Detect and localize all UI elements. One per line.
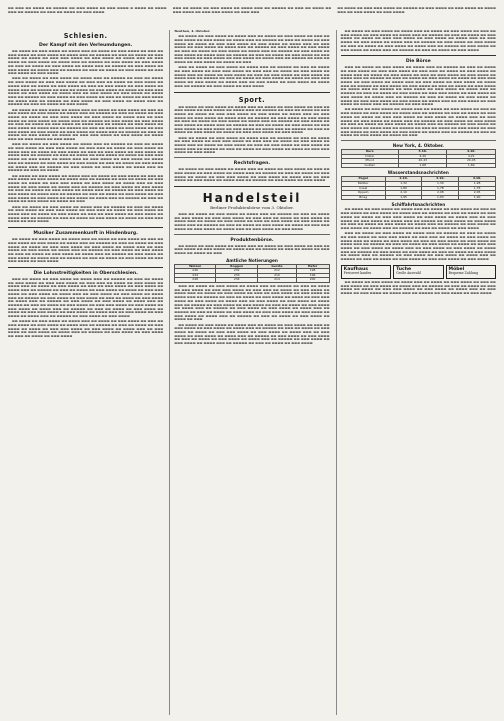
table-caption: Amtliche Notierungen [226, 257, 278, 263]
advertisement [446, 265, 496, 279]
table-cell: Dollar [341, 154, 398, 159]
article-body: ▬▬▬ ▬▬ ▬▬▬▬ ▬▬ ▬▬▬ ▬▬▬▬ ▬▬ ▬▬▬▬ ▬▬▬ ▬▬ ▬▬▬▬▬ ▬▬ ▬▬▬ ▬▬ ▬▬▬▬ ▬▬ ▬▬▬ ▬▬▬▬ ▬▬ ▬▬▬ ▬▬▬ ▬▬▬▬ ▬▬ ▬▬▬ ▬▬▬ ▬▬ ▬▬▬▬ ▬▬ ▬▬▬ ▬▬▬▬ ▬▬ ▬▬▬▬ ▬▬▬ ▬▬ ▬▬▬▬ ▬▬ ▬▬▬ ▬▬▬▬ ▬▬ ▬▬▬ ▬▬ ▬▬▬ ▬▬▬▬ ▬▬ ▬▬▬ ▬▬▬▬ ▬▬ ▬▬▬▬ ▬▬▬ ▬▬ ▬▬▬▬▬ ▬▬ ▬▬▬ ▬▬ ▬▬▬▬ ▬▬ ▬▬▬ ▬▬▬▬ ▬▬ ▬▬▬▬ ▬▬ ▬▬▬ ▬▬▬ ▬▬▬▬ ▬▬ ▬▬▬ ▬▬▬▬ ▬▬ ▬▬▬▬ ▬▬▬ ▬▬ ▬▬▬ ▬▬▬▬ ▬▬ ▬▬▬ ▬▬▬▬ ▬▬ ▬▬▬▬ ▬▬▬ ▬▬ ▬▬▬▬▬ ▬▬ ▬▬▬ ▬▬▬▬ ▬▬ ▬▬▬ ▬▬▬▬ ▬▬ ▬▬▬ ▬▬ ▬▬▬▬ ▬▬ ▬▬▬ ▬▬▬▬ ▬▬ ▬▬▬▬ ▬▬▬ ▬▬ ▬▬▬▬▬ ▬▬ ▬▬▬ ▬▬▬▬ ▬▬ ▬▬▬ ▬▬▬▬ ▬▬ ▬▬▬▬ ▬▬▬ ▬▬ ▬▬▬▬▬ ▬▬ ▬▬▬ ▬▬ ▬▬▬▬ ▬▬ ▬▬▬ ▬▬▬▬ ▬▬ ▬▬▬ ▬▬▬ ▬▬▬▬ ▬▬ ▬▬▬ ▬▬▬▬ ▬▬ ▬▬▬ ▬▬▬▬ ▬▬ ▬▬▬▬ ▬▬▬ ▬▬ ▬▬▬▬▬ ▬▬ ▬▬▬ ▬▬ ▬▬▬▬ ▬▬ ▬▬▬ ▬▬▬▬ ▬▬ ▬▬▬▬ ▬▬ ▬▬▬ ▬▬▬ ▬▬▬▬ ▬▬ ▬▬▬ ▬▬▬▬ ▬▬ ▬▬▬▬ ▬▬▬ ▬▬ ▬▬▬ ▬▬▬▬ ▬▬ ▬▬▬ ▬▬▬▬ ▬▬ ▬▬▬▬ ▬▬▬ ▬▬ ▬▬▬▬▬ ▬▬ ▬▬▬ ▬▬▬▬ [340, 65, 496, 107]
table-header-cell: 2.10. [385, 177, 422, 182]
article-body: ▬▬▬ ▬▬ ▬▬▬▬ ▬▬ ▬▬▬ ▬▬▬▬ ▬▬ ▬▬▬▬ ▬▬▬ ▬▬ ▬▬▬▬▬ ▬▬ ▬▬▬ ▬▬ ▬▬▬▬ ▬▬ ▬▬▬ ▬▬▬▬ ▬▬ ▬▬▬ ▬▬▬ ▬▬▬▬ ▬▬ ▬▬▬ ▬▬▬ ▬▬ ▬▬▬▬ ▬▬ ▬▬▬ ▬▬▬▬ ▬▬ ▬▬▬▬ ▬▬▬ ▬▬ ▬▬▬▬ ▬▬ ▬▬▬ ▬▬▬▬ ▬▬ ▬▬▬ ▬▬ ▬▬▬ ▬▬▬▬ ▬▬ ▬▬▬ ▬▬▬▬ ▬▬ ▬▬▬▬ ▬▬▬ ▬▬ ▬▬▬▬▬ ▬▬ ▬▬▬ ▬▬ ▬▬▬▬ ▬▬ ▬▬▬ ▬▬▬▬ ▬▬ ▬▬▬▬ ▬▬ ▬▬▬ ▬▬▬ ▬▬▬▬ ▬▬ ▬▬▬ ▬▬▬▬ ▬▬ ▬▬▬▬ ▬▬▬ ▬▬ ▬▬▬ ▬▬▬▬ ▬▬ ▬▬▬ ▬▬▬▬ ▬▬ ▬▬▬▬ ▬▬▬ ▬▬ ▬▬▬▬▬ ▬▬ ▬▬▬ ▬▬▬▬ ▬▬ ▬▬▬ ▬▬▬▬ ▬▬ ▬▬▬ ▬▬ ▬▬▬▬ ▬▬ ▬▬▬ ▬▬▬▬ ▬▬ ▬▬▬▬ ▬▬▬ ▬▬ ▬▬▬▬▬ ▬▬ ▬▬▬ ▬▬▬▬ ▬▬ ▬▬▬ ▬▬▬▬ ▬▬ ▬▬▬▬ ▬▬▬ ▬▬ ▬▬▬▬▬ ▬▬ ▬▬▬ ▬▬ ▬▬▬▬ ▬▬ ▬▬▬ ▬▬▬▬ [8, 76, 164, 107]
table-cell: 212 [258, 269, 296, 274]
article-body: ▬▬▬ ▬▬ ▬▬▬▬ ▬▬ ▬▬▬ ▬▬▬▬ ▬▬ ▬▬▬▬ ▬▬▬ ▬▬ ▬▬▬▬▬ ▬▬ ▬▬▬ ▬▬ ▬▬▬▬ ▬▬ ▬▬▬ ▬▬▬▬ ▬▬ ▬▬▬ ▬▬▬ ▬▬▬▬ ▬▬ ▬▬▬ ▬▬▬ ▬▬ ▬▬▬▬ ▬▬ ▬▬▬ ▬▬▬▬ ▬▬ ▬▬▬▬ ▬▬▬ ▬▬ ▬▬▬▬ ▬▬ ▬▬▬ ▬▬▬▬ ▬▬ ▬▬▬ ▬▬ ▬▬▬ ▬▬▬▬ ▬▬ ▬▬▬ ▬▬▬▬ ▬▬ ▬▬▬▬ ▬▬▬ ▬▬ ▬▬▬▬▬ ▬▬ ▬▬▬ ▬▬ ▬▬▬▬ ▬▬ ▬▬▬ ▬▬▬▬ ▬▬ ▬▬▬▬ ▬▬ ▬▬▬ ▬▬▬ ▬▬▬▬ ▬▬ ▬▬▬ ▬▬▬▬ ▬▬ ▬▬▬▬ ▬▬▬ ▬▬ ▬▬▬ ▬▬▬▬ ▬▬ ▬▬▬ ▬▬▬▬ ▬▬ ▬▬▬▬ ▬▬▬ ▬▬ ▬▬▬▬▬ ▬▬ ▬▬▬ ▬▬▬▬ ▬▬ ▬▬▬ ▬▬▬▬ ▬▬ ▬▬▬ ▬▬ ▬▬▬▬ ▬▬ ▬▬▬ ▬▬▬▬ ▬▬ ▬▬▬▬ ▬▬▬ ▬▬ ▬▬▬▬▬ ▬▬ ▬▬▬ ▬▬▬▬ ▬▬ ▬▬▬ ▬▬▬▬ ▬▬ ▬▬▬▬ ▬▬▬ ▬▬ ▬▬▬▬▬ ▬▬ ▬▬▬ ▬▬ ▬▬▬▬ ▬▬ ▬▬▬ ▬▬▬▬ ▬▬ ▬▬▬ ▬▬▬ ▬▬▬▬ ▬▬ ▬▬▬ ▬▬▬▬ [340, 231, 496, 262]
table-row [175, 278, 329, 283]
article-title-boerse: Die Börse [405, 59, 431, 65]
article-body: ▬▬ ▬▬▬▬ ▬▬ ▬▬▬ ▬▬▬▬ ▬▬ ▬▬▬▬ ▬▬▬ ▬▬ ▬▬▬▬ ▬▬ ▬▬▬ ▬▬▬▬ ▬▬ ▬▬▬ ▬▬ ▬▬▬ ▬▬▬▬ ▬▬ ▬▬▬ ▬▬▬▬ ▬▬ ▬▬▬▬ ▬▬▬ ▬▬ ▬▬▬▬▬ ▬▬ ▬▬▬ ▬▬ ▬▬▬▬ ▬▬ ▬▬▬ ▬▬▬▬ ▬▬ ▬▬▬▬ ▬▬ ▬▬▬ ▬▬▬ ▬▬▬▬ ▬▬ ▬▬▬ ▬▬▬▬ ▬▬ ▬▬▬▬ ▬▬▬ ▬▬ ▬▬▬ ▬▬▬▬ ▬▬ ▬▬▬ ▬▬▬▬ ▬▬ ▬▬▬▬ ▬▬▬ ▬▬ ▬▬▬▬▬ ▬▬ ▬▬▬ ▬▬▬▬ ▬▬ ▬▬▬ ▬▬▬▬ ▬▬ ▬▬▬ ▬▬ ▬▬▬▬ ▬▬ ▬▬▬ ▬▬▬▬ ▬▬ ▬▬▬▬ ▬▬▬ ▬▬ ▬▬▬▬▬ ▬▬ ▬▬▬ ▬▬▬▬ ▬▬ ▬▬▬ ▬▬▬▬ ▬▬ ▬▬▬▬ ▬▬▬ ▬▬ ▬▬▬▬▬ ▬▬ ▬▬▬ ▬▬ ▬▬▬▬ ▬▬ ▬▬▬ ▬▬▬▬ ▬▬ ▬▬▬ ▬▬▬ ▬▬▬▬ ▬▬ ▬▬▬ ▬▬▬▬ ▬▬ ▬▬▬ ▬▬▬▬ ▬▬ ▬▬▬▬ ▬▬▬ ▬▬ ▬▬▬▬▬ ▬▬ ▬▬▬ ▬▬ ▬▬▬▬ ▬▬ ▬▬▬ ▬▬▬▬ ▬▬ ▬▬▬▬ ▬▬ ▬▬▬ [174, 34, 330, 65]
table-cell: 1,93 [422, 195, 459, 200]
divider [174, 186, 329, 187]
divider [341, 140, 496, 141]
table-caption-schiffahrt: Schiffahrtsnachrichten [391, 202, 446, 208]
table-row [341, 163, 495, 168]
table-row [341, 195, 495, 200]
table-cell: 200 [296, 278, 329, 283]
article-body: ▬▬ ▬▬▬▬ ▬▬ ▬▬▬ ▬▬▬▬ ▬▬ ▬▬▬▬ ▬▬▬ ▬▬ ▬▬▬▬ ▬▬ ▬▬▬ ▬▬▬▬ ▬▬ ▬▬▬ ▬▬ ▬▬▬ ▬▬▬▬ ▬▬ ▬▬▬ ▬▬▬▬ ▬▬ ▬▬▬▬ ▬▬▬ ▬▬ ▬▬▬▬▬ ▬▬ ▬▬▬ ▬▬ ▬▬▬▬ ▬▬ ▬▬▬ ▬▬▬▬ ▬▬ ▬▬▬▬ ▬▬ ▬▬▬ ▬▬▬ ▬▬▬▬ ▬▬ ▬▬▬ ▬▬▬▬ ▬▬ ▬▬▬▬ ▬▬▬ ▬▬ ▬▬▬ ▬▬▬▬ ▬▬ ▬▬▬ ▬▬▬▬ ▬▬ ▬▬▬▬ ▬▬▬ ▬▬ ▬▬▬▬▬ ▬▬ ▬▬▬ ▬▬▬▬ ▬▬ ▬▬▬ ▬▬▬▬ ▬▬ ▬▬▬ ▬▬ ▬▬▬▬ ▬▬ ▬▬▬ ▬▬▬▬ ▬▬ ▬▬▬▬ ▬▬▬ ▬▬ ▬▬▬▬▬ ▬▬ ▬▬▬ ▬▬▬▬ ▬▬ ▬▬▬ ▬▬▬▬ ▬▬ ▬▬▬▬ ▬▬▬ ▬▬ ▬▬▬▬▬ ▬▬ ▬▬▬ ▬▬ ▬▬▬▬ ▬▬ ▬▬▬ ▬▬▬▬ [174, 322, 330, 346]
top-text-1: ▬▬ ▬▬▬ ▬▬ ▬▬▬▬ ▬▬ ▬▬▬▬▬ ▬▬ ▬▬▬ ▬▬▬▬ ▬▬ ▬▬▬ ▬▬▬▬ ▬ ▬▬▬▬ ▬▬ ▬▬▬▬ ▬▬▬ ▬▬ ▬▬▬▬▬ ▬▬ ▬▬▬ ▬▬ ▬▬▬▬ ▬▬ ▬▬▬ ▬▬▬▬ [8, 7, 167, 14]
table-cell: 4,21 [447, 154, 496, 159]
table-cell: 1,69 [447, 163, 496, 168]
table-cell: 1,30 [422, 182, 459, 187]
article-body: ▬▬ ▬▬▬▬ ▬▬ ▬▬▬ ▬▬▬▬ ▬▬ ▬▬▬▬ ▬▬▬ ▬▬ ▬▬▬▬ ▬▬ ▬▬▬ ▬▬▬▬ ▬▬ ▬▬▬ ▬▬ ▬▬▬ ▬▬▬▬ ▬▬ ▬▬▬ ▬▬▬▬ ▬▬ ▬▬▬▬ ▬▬▬ ▬▬ ▬▬▬▬▬ ▬▬ ▬▬▬ ▬▬ ▬▬▬▬ ▬▬ ▬▬▬ ▬▬▬▬ ▬▬ ▬▬▬▬ ▬▬ ▬▬▬ ▬▬▬ ▬▬▬▬ ▬▬ ▬▬▬ ▬▬▬▬ ▬▬ ▬▬▬▬ ▬▬▬ ▬▬ ▬▬▬ ▬▬▬▬ ▬▬ ▬▬▬ ▬▬▬▬ ▬▬ ▬▬▬▬ ▬▬▬ ▬▬ ▬▬▬▬▬ ▬▬ ▬▬▬ ▬▬▬▬ ▬▬ ▬▬▬ ▬▬▬▬ ▬▬ ▬▬▬ ▬▬ ▬▬▬▬ ▬▬ ▬▬▬ ▬▬▬▬ ▬▬ ▬▬▬▬ ▬▬▬ ▬▬ ▬▬▬▬▬ ▬▬ ▬▬▬ ▬▬▬▬ ▬▬ ▬▬▬ ▬▬▬▬ ▬▬ ▬▬▬▬ ▬▬▬ ▬▬ ▬▬▬▬▬ ▬▬ ▬▬▬ ▬▬ ▬▬▬▬ ▬▬ ▬▬▬ ▬▬▬▬ ▬▬ ▬▬▬ ▬▬▬ ▬▬▬▬ ▬▬ ▬▬▬ ▬▬▬▬ [8, 237, 164, 264]
article-body: ▬▬▬ ▬▬ ▬▬▬▬ ▬▬ ▬▬▬ ▬▬▬▬ ▬▬ ▬▬▬▬ ▬▬▬ ▬▬ ▬▬▬▬▬ ▬▬ ▬▬▬ ▬▬ ▬▬▬▬ ▬▬ ▬▬▬ ▬▬▬▬ ▬▬ ▬▬▬ ▬▬▬ ▬▬▬▬ ▬▬ ▬▬▬ ▬▬▬ ▬▬ ▬▬▬▬ ▬▬ ▬▬▬ ▬▬▬▬ ▬▬ ▬▬▬▬ ▬▬▬ ▬▬ ▬▬▬▬ ▬▬ ▬▬▬ ▬▬▬▬ ▬▬ ▬▬▬ ▬▬ ▬▬▬ ▬▬▬▬ ▬▬ ▬▬▬ ▬▬▬▬ ▬▬ ▬▬▬▬ ▬▬▬ ▬▬ ▬▬▬▬▬ ▬▬ ▬▬▬ ▬▬ ▬▬▬▬ ▬▬ ▬▬▬ ▬▬▬▬ ▬▬ ▬▬▬▬ ▬▬ ▬▬▬ ▬▬▬ ▬▬▬▬ ▬▬ ▬▬▬ ▬▬▬▬ [8, 204, 164, 224]
table-cell: 1,68 [399, 163, 447, 168]
article-title-rechtsfragen: Rechtsfragen. [233, 161, 271, 167]
article-body: ▬▬ ▬▬▬▬ ▬▬ ▬▬▬ ▬▬▬▬ ▬▬ ▬▬▬▬ ▬▬▬ ▬▬ ▬▬▬▬ ▬▬ ▬▬▬ ▬▬▬▬ ▬▬ ▬▬▬ ▬▬ ▬▬▬ ▬▬▬▬ ▬▬ ▬▬▬ ▬▬▬▬ ▬▬ ▬▬▬▬ ▬▬▬ ▬▬ ▬▬▬▬▬ ▬▬ ▬▬▬ ▬▬ ▬▬▬▬ ▬▬ ▬▬▬ ▬▬▬▬ ▬▬ ▬▬▬▬ ▬▬ ▬▬▬ ▬▬▬ ▬▬▬▬ ▬▬ ▬▬▬ ▬▬▬▬ ▬▬ ▬▬▬▬ ▬▬▬ ▬▬ ▬▬▬ ▬▬▬▬ ▬▬ ▬▬▬ ▬▬▬▬ ▬▬ ▬▬▬▬ ▬▬▬ ▬▬ ▬▬▬▬▬ ▬▬ ▬▬▬ ▬▬▬▬ ▬▬ ▬▬▬ ▬▬▬▬ ▬▬ ▬▬▬ ▬▬ ▬▬▬▬ ▬▬ ▬▬▬ ▬▬▬▬ ▬▬ ▬▬▬▬ ▬▬▬ ▬▬ ▬▬▬▬▬ ▬▬ ▬▬▬ ▬▬▬▬ ▬▬ ▬▬▬ ▬▬▬▬ ▬▬ ▬▬▬▬ ▬▬▬ ▬▬ ▬▬▬▬▬ ▬▬ ▬▬▬ ▬▬ ▬▬▬▬ ▬▬ ▬▬▬ ▬▬▬▬ ▬▬ ▬▬▬ ▬▬▬ ▬▬▬▬ ▬▬ ▬▬▬ ▬▬▬▬ ▬▬ ▬▬▬ ▬▬▬▬ ▬▬ ▬▬▬▬ ▬▬▬ ▬▬ ▬▬▬▬▬ ▬▬ ▬▬▬ ▬▬ ▬▬▬▬ ▬▬ ▬▬▬ ▬▬▬▬ ▬▬ ▬▬▬▬ ▬▬ ▬▬▬ [340, 107, 496, 138]
table-header-cell: Pegel [341, 177, 385, 182]
water-level-table [341, 176, 496, 200]
divider [174, 92, 329, 93]
divider [8, 227, 163, 228]
column-1 [8, 30, 163, 715]
table-cell: 4,20 [399, 154, 447, 159]
table-cell: 2,08 [422, 191, 459, 196]
table-cell: 1,32 [385, 182, 422, 187]
article-body: ▬▬▬ ▬▬ ▬▬▬▬ ▬▬ ▬▬▬ ▬▬▬▬ ▬▬ ▬▬▬▬ ▬▬▬ ▬▬ ▬▬▬▬▬ ▬▬ ▬▬▬ ▬▬ ▬▬▬▬ ▬▬ ▬▬▬ ▬▬▬▬ ▬▬ ▬▬▬ ▬▬▬ ▬▬▬▬ ▬▬ ▬▬▬ ▬▬▬ ▬▬ ▬▬▬▬ ▬▬ ▬▬▬ ▬▬▬▬ ▬▬ ▬▬▬▬ ▬▬▬ ▬▬ ▬▬▬▬ ▬▬ ▬▬▬ ▬▬▬▬ ▬▬ ▬▬▬ ▬▬ ▬▬▬ ▬▬▬▬ ▬▬ ▬▬▬ ▬▬▬▬ ▬▬ ▬▬▬▬ ▬▬▬ ▬▬ ▬▬▬▬▬ ▬▬ ▬▬▬ ▬▬ ▬▬▬▬ ▬▬ ▬▬▬ ▬▬▬▬ ▬▬ ▬▬▬▬ ▬▬ ▬▬▬ ▬▬▬ ▬▬▬▬ ▬▬ ▬▬▬ ▬▬▬▬ ▬▬ ▬▬▬▬ ▬▬▬ ▬▬ ▬▬▬ ▬▬▬▬ ▬▬ ▬▬▬ ▬▬▬▬ ▬▬ ▬▬▬▬ ▬▬▬ ▬▬ ▬▬▬▬▬ ▬▬ ▬▬▬ ▬▬▬▬ ▬▬ ▬▬▬ ▬▬▬▬ ▬▬ ▬▬▬ ▬▬ ▬▬▬▬ ▬▬ ▬▬▬ ▬▬▬▬ ▬▬ ▬▬▬▬ ▬▬▬ ▬▬ ▬▬▬▬▬ ▬▬ ▬▬▬ ▬▬▬▬ ▬▬ ▬▬▬ ▬▬▬▬ ▬▬ ▬▬▬▬ ▬▬▬ ▬▬ ▬▬▬▬▬ ▬▬ ▬▬▬ ▬▬ ▬▬▬▬ [8, 142, 164, 173]
table-cell: 1,95 [385, 195, 422, 200]
article-body: ▬▬ ▬▬▬▬ ▬▬ ▬▬▬ ▬▬▬▬ ▬▬ ▬▬▬▬ ▬▬▬ ▬▬ ▬▬▬▬ ▬▬ ▬▬▬ ▬▬▬▬ ▬▬ ▬▬▬ ▬▬ ▬▬▬ ▬▬▬▬ ▬▬ ▬▬▬ ▬▬▬▬ ▬▬ ▬▬▬▬ ▬▬▬ ▬▬ ▬▬▬▬▬ ▬▬ ▬▬▬ ▬▬ ▬▬▬▬ ▬▬ ▬▬▬ ▬▬▬▬ ▬▬ ▬▬▬▬ ▬▬ ▬▬▬ ▬▬▬ ▬▬▬▬ ▬▬ ▬▬▬ ▬▬▬▬ ▬▬ ▬▬▬▬ ▬▬▬ ▬▬ ▬▬▬ ▬▬▬▬ ▬▬ ▬▬▬ ▬▬▬▬ ▬▬ ▬▬▬▬ ▬▬▬ ▬▬ ▬▬▬▬▬ ▬▬ ▬▬▬ ▬▬▬▬ ▬▬ ▬▬▬ ▬▬▬▬ ▬▬ ▬▬▬ ▬▬ ▬▬▬▬ ▬▬ ▬▬▬ ▬▬▬▬ ▬▬ ▬▬▬▬ ▬▬▬ ▬▬ ▬▬▬▬▬ ▬▬ ▬▬▬ ▬▬▬▬ ▬▬ ▬▬▬ ▬▬▬▬ ▬▬ ▬▬▬▬ ▬▬▬ ▬▬ ▬▬▬▬▬ ▬▬ ▬▬▬ ▬▬ ▬▬▬▬ ▬▬ ▬▬▬ ▬▬▬▬ [340, 207, 496, 230]
article-title-2: Musiker Zusammenkunft in Hindenburg. [33, 231, 138, 237]
price-table [174, 264, 329, 283]
table-cell: 210 [258, 273, 296, 278]
article-body: ▬▬ ▬▬▬▬ ▬▬ ▬▬▬ ▬▬▬▬ ▬▬ ▬▬▬▬ ▬▬▬ ▬▬ ▬▬▬▬ ▬▬ ▬▬▬ ▬▬▬▬ ▬▬ ▬▬▬ ▬▬ ▬▬▬ ▬▬▬▬ ▬▬ ▬▬▬ ▬▬▬▬ ▬▬ ▬▬▬▬ ▬▬▬ ▬▬ ▬▬▬▬▬ ▬▬ ▬▬▬ ▬▬ ▬▬▬▬ ▬▬ ▬▬▬ ▬▬▬▬ ▬▬ ▬▬▬▬ ▬▬ ▬▬▬ ▬▬▬ ▬▬▬▬ ▬▬ ▬▬▬ ▬▬▬▬ ▬▬ ▬▬▬▬ ▬▬▬ ▬▬ ▬▬▬ ▬▬▬▬ ▬▬ ▬▬▬ ▬▬▬▬ ▬▬ ▬▬▬▬ ▬▬▬ ▬▬ ▬▬▬▬▬ ▬▬ ▬▬▬ ▬▬▬▬ ▬▬ ▬▬▬ ▬▬▬▬ ▬▬ ▬▬▬ ▬▬ ▬▬▬▬ ▬▬ ▬▬▬ ▬▬▬▬ ▬▬ ▬▬▬▬ ▬▬▬ ▬▬ ▬▬▬▬▬ ▬▬ ▬▬▬ ▬▬▬▬ ▬▬ ▬▬▬ ▬▬▬▬ ▬▬ ▬▬▬▬ ▬▬▬ ▬▬ ▬▬▬▬▬ ▬▬ ▬▬▬ ▬▬ ▬▬▬▬ ▬▬ ▬▬▬ ▬▬▬▬ ▬▬ ▬▬▬ ▬▬▬ ▬▬▬▬ ▬▬ ▬▬▬ ▬▬▬▬ ▬▬ ▬▬▬ ▬▬▬▬ ▬▬ ▬▬▬▬ ▬▬▬ ▬▬ ▬▬▬▬▬ ▬▬ ▬▬▬ ▬▬ ▬▬▬▬ ▬▬ ▬▬▬ ▬▬▬▬ ▬▬ ▬▬▬▬ ▬▬ ▬▬▬ [8, 173, 164, 204]
article-title-produktenboerse: Produktenbörse. [230, 237, 274, 243]
article-body: ▬▬ ▬▬▬▬ ▬▬ ▬▬▬ ▬▬▬▬ ▬▬ ▬▬▬▬ ▬▬▬ ▬▬ ▬▬▬▬ ▬▬ ▬▬▬ ▬▬▬▬ ▬▬ ▬▬▬ ▬▬ ▬▬▬ ▬▬▬▬ ▬▬ ▬▬▬ ▬▬▬▬ ▬▬ ▬▬▬▬ ▬▬▬ ▬▬ ▬▬▬▬▬ ▬▬ ▬▬▬ ▬▬ ▬▬▬▬ ▬▬ ▬▬▬ ▬▬▬▬ ▬▬ ▬▬▬▬ ▬▬ ▬▬▬ [174, 243, 330, 255]
table-cell: 2,10 [385, 191, 422, 196]
article-body: ▬▬ ▬▬▬▬ ▬▬ ▬▬▬ ▬▬▬▬ ▬▬ ▬▬▬▬ ▬▬▬ ▬▬ ▬▬▬▬ ▬▬ ▬▬▬ ▬▬▬▬ ▬▬ ▬▬▬ ▬▬ ▬▬▬ ▬▬▬▬ ▬▬ ▬▬▬ ▬▬▬▬ ▬▬ ▬▬▬▬ ▬▬▬ ▬▬ ▬▬▬▬▬ ▬▬ ▬▬▬ ▬▬ ▬▬▬▬ ▬▬ ▬▬▬ ▬▬▬▬ ▬▬ ▬▬▬▬ ▬▬ ▬▬▬ ▬▬▬ ▬▬▬▬ ▬▬ ▬▬▬ ▬▬▬▬ ▬▬ ▬▬▬▬ ▬▬▬ ▬▬ ▬▬▬ ▬▬▬▬ ▬▬ ▬▬▬ ▬▬▬▬ ▬▬ ▬▬▬▬ ▬▬▬ ▬▬ ▬▬▬▬▬ ▬▬ ▬▬▬ ▬▬▬▬ ▬▬ ▬▬▬ ▬▬▬▬ ▬▬ ▬▬▬ ▬▬ ▬▬▬▬ ▬▬ ▬▬▬ ▬▬▬▬ ▬▬ ▬▬▬▬ ▬▬▬ ▬▬ ▬▬▬▬▬ ▬▬ ▬▬▬ ▬▬▬▬ ▬▬ ▬▬▬ ▬▬▬▬ ▬▬ ▬▬▬▬ ▬▬▬ ▬▬ ▬▬▬▬▬ ▬▬ ▬▬▬ ▬▬ ▬▬▬▬ ▬▬ ▬▬▬ ▬▬▬▬ ▬▬ ▬▬▬ ▬▬▬ ▬▬▬▬ ▬▬ ▬▬▬ ▬▬▬▬ ▬▬ ▬▬▬ ▬▬▬▬ ▬▬ ▬▬▬▬ ▬▬▬ ▬▬ ▬▬▬▬▬ ▬▬ ▬▬▬ ▬▬ ▬▬▬▬ ▬▬ ▬▬▬ ▬▬▬▬ ▬▬ ▬▬▬▬ ▬▬ ▬▬▬ ▬▬▬ ▬▬▬▬ ▬▬ ▬▬▬ ▬▬▬▬ [174, 104, 330, 135]
table-cell: Ratibor [341, 182, 385, 187]
table-cell: 1,78 [422, 186, 459, 191]
divider [174, 157, 329, 158]
article-body: ▬▬▬ ▬▬ ▬▬▬▬ ▬▬ ▬▬▬ ▬▬▬▬ ▬▬ ▬▬▬▬ ▬▬▬ ▬▬ ▬▬▬▬▬ ▬▬ ▬▬▬ ▬▬ ▬▬▬▬ ▬▬ ▬▬▬ ▬▬▬▬ ▬▬ ▬▬▬ ▬▬▬ ▬▬▬▬ ▬▬ ▬▬▬ ▬▬▬ ▬▬ ▬▬▬▬ ▬▬ ▬▬▬ ▬▬▬▬ ▬▬ ▬▬▬▬ ▬▬▬ ▬▬ ▬▬▬▬ ▬▬ ▬▬▬ ▬▬▬▬ ▬▬ ▬▬▬ ▬▬ ▬▬▬ ▬▬▬▬ ▬▬ ▬▬▬ ▬▬▬▬ ▬▬ ▬▬▬▬ ▬▬▬ ▬▬ ▬▬▬▬▬ ▬▬ ▬▬▬ ▬▬ ▬▬▬▬ ▬▬ ▬▬▬ ▬▬▬▬ ▬▬ ▬▬▬▬ ▬▬ ▬▬▬ ▬▬▬ ▬▬▬▬ ▬▬ ▬▬▬ ▬▬▬▬ [174, 135, 330, 155]
table-cell: Oppeln [341, 191, 385, 196]
divider [341, 55, 496, 56]
table-cell: 20,43 [399, 159, 447, 164]
divider [8, 267, 163, 268]
article-title-3: Die Lohnstreitigkeiten in Oberschlesien. [33, 271, 138, 277]
table-header-cell: 3.10. [399, 150, 447, 155]
table-cell: 1,80 [385, 186, 422, 191]
handelsteil-title: Handelsteil [202, 191, 302, 205]
table-cell: 196 [296, 273, 329, 278]
article-body: ▬▬▬ ▬▬ ▬▬▬▬ ▬▬ ▬▬▬ ▬▬▬▬ ▬▬ ▬▬▬▬ ▬▬▬ ▬▬ ▬▬▬▬▬ ▬▬ ▬▬▬ ▬▬ ▬▬▬▬ ▬▬ ▬▬▬ ▬▬▬▬ ▬▬ ▬▬▬ ▬▬▬ ▬▬▬▬ ▬▬ ▬▬▬ ▬▬▬ ▬▬ ▬▬▬▬ ▬▬ ▬▬▬ ▬▬▬▬ ▬▬ ▬▬▬▬ ▬▬▬ ▬▬ ▬▬▬▬ ▬▬ ▬▬▬ ▬▬▬▬ ▬▬ ▬▬▬ ▬▬ ▬▬▬ ▬▬▬▬ ▬▬ ▬▬▬ ▬▬▬▬ ▬▬ ▬▬▬▬ ▬▬▬ ▬▬ ▬▬▬▬▬ ▬▬ ▬▬▬ ▬▬ ▬▬▬▬ ▬▬ ▬▬▬ ▬▬▬▬ ▬▬ ▬▬▬▬ ▬▬ ▬▬▬ ▬▬▬ ▬▬▬▬ ▬▬ ▬▬▬ ▬▬▬▬ ▬▬ ▬▬▬▬ ▬▬▬ ▬▬ ▬▬▬ ▬▬▬▬ ▬▬ ▬▬▬ ▬▬▬▬ ▬▬ ▬▬▬▬ ▬▬▬ ▬▬ ▬▬▬▬▬ ▬▬ ▬▬▬ ▬▬▬▬ ▬▬ ▬▬▬ ▬▬▬▬ ▬▬ ▬▬▬ ▬▬ ▬▬▬▬ ▬▬ ▬▬▬ ▬▬▬▬ ▬▬ ▬▬▬▬ ▬▬▬ ▬▬ ▬▬▬▬▬ ▬▬ ▬▬▬ ▬▬▬▬ ▬▬ ▬▬▬ ▬▬▬▬ ▬▬ ▬▬▬▬ ▬▬▬ ▬▬ ▬▬▬▬▬ ▬▬ ▬▬▬ ▬▬ ▬▬▬▬ ▬▬ ▬▬▬ ▬▬▬▬ ▬▬ ▬▬▬ ▬▬▬ ▬▬▬▬ ▬▬ ▬▬▬ ▬▬▬▬ ▬▬ ▬▬▬ ▬▬▬▬ ▬▬ ▬▬▬▬ ▬▬▬ ▬▬ ▬▬▬▬▬ ▬▬ ▬▬▬ ▬▬ ▬▬▬▬ ▬▬ ▬▬▬ ▬▬▬▬ ▬▬ ▬▬▬▬ ▬▬ ▬▬▬ ▬▬▬ ▬▬▬▬ ▬▬ ▬▬▬ ▬▬▬▬ ▬▬ ▬▬▬▬ ▬▬▬ ▬▬ ▬▬▬ ▬▬▬▬ ▬▬ ▬▬▬ ▬▬▬▬ ▬▬ ▬▬▬▬ ▬▬▬ ▬▬ ▬▬▬▬▬ ▬▬ ▬▬▬ ▬▬▬▬ ▬▬ ▬▬▬ ▬▬▬▬ [8, 277, 164, 319]
table-cell: Pfund [341, 159, 398, 164]
advertisement [393, 265, 443, 279]
ad-title: Tuche [396, 267, 412, 273]
advertisement [341, 265, 391, 279]
table-header-cell: 3.10. [422, 177, 459, 182]
article-title-1: Der Kampf mit den Verleumdungen. [39, 43, 133, 48]
article-body: ▬▬ ▬▬▬▬ ▬▬ ▬▬▬ ▬▬▬▬ ▬▬ ▬▬▬▬ ▬▬▬ ▬▬ ▬▬▬▬ ▬▬ ▬▬▬ ▬▬▬▬ ▬▬ ▬▬▬ ▬▬ ▬▬▬ ▬▬▬▬ ▬▬ ▬▬▬ ▬▬▬▬ ▬▬ ▬▬▬▬ ▬▬▬ ▬▬ ▬▬▬▬▬ ▬▬ ▬▬▬ ▬▬ ▬▬▬▬ ▬▬ ▬▬▬ ▬▬▬▬ ▬▬ ▬▬▬▬ ▬▬ ▬▬▬ ▬▬▬ ▬▬▬▬ ▬▬ ▬▬▬ ▬▬▬▬ ▬▬ ▬▬▬▬ ▬▬▬ ▬▬ ▬▬▬ ▬▬▬▬ ▬▬ ▬▬▬ ▬▬▬▬ ▬▬ ▬▬▬▬ ▬▬▬ ▬▬ ▬▬▬▬▬ ▬▬ ▬▬▬ ▬▬▬▬ ▬▬ ▬▬▬ ▬▬▬▬ ▬▬ ▬▬▬ ▬▬ ▬▬▬▬ ▬▬ ▬▬▬ ▬▬▬▬ ▬▬ ▬▬▬▬ ▬▬▬ ▬▬ ▬▬▬▬▬ ▬▬ ▬▬▬ ▬▬▬▬ ▬▬ ▬▬▬ ▬▬▬▬ ▬▬ ▬▬▬▬ ▬▬▬ ▬▬ ▬▬▬▬▬ ▬▬ ▬▬▬ ▬▬ ▬▬▬▬ ▬▬ ▬▬▬ ▬▬▬▬ ▬▬ ▬▬▬ ▬▬▬ ▬▬▬▬ ▬▬ ▬▬▬ ▬▬▬▬ ▬▬ ▬▬▬ ▬▬▬▬ ▬▬ ▬▬▬▬ ▬▬▬ ▬▬ ▬▬▬▬▬ ▬▬ ▬▬▬ ▬▬ ▬▬▬▬ ▬▬ ▬▬▬ ▬▬▬▬ ▬▬ ▬▬▬▬ ▬▬ ▬▬▬ ▬▬▬ ▬▬▬▬ ▬▬ ▬▬▬ ▬▬▬▬ ▬▬ ▬▬▬▬ ▬▬▬ ▬▬ ▬▬▬ ▬▬▬▬ ▬▬ ▬▬▬ ▬▬▬▬ [8, 107, 164, 142]
table-header-cell: Roggen [216, 264, 258, 269]
table-header-cell: Hafer [296, 264, 329, 269]
table-cell: 198 [296, 269, 329, 274]
dateline: Beuthen, 4. Oktober. [174, 30, 211, 33]
ad-title: Möbel [448, 267, 465, 273]
table-cell: 244 [175, 273, 216, 278]
table-caption-newyork: New York, 4. Oktober. [392, 143, 444, 149]
table-header-cell: Weizen [175, 264, 216, 269]
table-cell: 232 [216, 269, 258, 274]
top-strip [8, 7, 496, 29]
exchange-table [341, 149, 496, 168]
article-body: ▬▬▬ ▬▬ ▬▬▬▬ ▬▬ ▬▬▬ ▬▬▬▬ ▬▬ ▬▬▬▬ ▬▬▬ ▬▬ ▬▬▬▬▬ ▬▬ ▬▬▬ ▬▬ ▬▬▬▬ ▬▬ ▬▬▬ ▬▬▬▬ ▬▬ ▬▬▬ ▬▬▬ ▬▬▬▬ ▬▬ ▬▬▬ ▬▬▬ ▬▬ ▬▬▬▬ ▬▬ ▬▬▬ ▬▬▬▬ ▬▬ ▬▬▬▬ ▬▬▬ ▬▬ ▬▬▬▬ ▬▬ ▬▬▬ ▬▬▬▬ ▬▬ ▬▬▬ ▬▬ ▬▬▬ ▬▬▬▬ ▬▬ ▬▬▬ ▬▬▬▬ ▬▬ ▬▬▬▬ ▬▬▬ ▬▬ ▬▬▬▬▬ ▬▬ ▬▬▬ ▬▬ ▬▬▬▬ ▬▬ ▬▬▬ ▬▬▬▬ ▬▬ ▬▬▬▬ ▬▬ ▬▬▬ ▬▬▬ ▬▬▬▬ ▬▬ ▬▬▬ ▬▬▬▬ ▬▬ ▬▬▬▬ ▬▬▬ ▬▬ ▬▬▬ ▬▬▬▬ ▬▬ ▬▬▬ ▬▬▬▬ ▬▬ ▬▬▬▬ ▬▬▬ ▬▬ ▬▬▬▬▬ ▬▬ ▬▬▬ ▬▬▬▬ ▬▬ ▬▬▬ ▬▬▬▬ ▬▬ ▬▬▬ ▬▬ ▬▬▬▬ ▬▬ ▬▬▬ ▬▬▬▬ ▬▬ ▬▬▬▬ ▬▬▬ ▬▬ ▬▬▬▬▬ ▬▬ ▬▬▬ ▬▬▬▬ ▬▬ ▬▬▬ ▬▬▬▬ ▬▬ ▬▬▬▬ ▬▬▬ ▬▬ ▬▬▬▬▬ ▬▬ ▬▬▬ ▬▬ ▬▬▬▬ ▬▬ ▬▬▬ ▬▬▬▬ ▬▬ ▬▬▬ ▬▬▬ ▬▬▬▬ ▬▬ ▬▬▬ ▬▬▬▬ ▬▬ ▬▬▬ ▬▬▬▬ ▬▬ ▬▬▬▬ ▬▬▬ ▬▬ ▬▬▬▬▬ ▬▬ ▬▬▬ ▬▬ ▬▬▬▬ ▬▬ ▬▬▬ ▬▬▬▬ ▬▬ ▬▬▬▬ ▬▬ ▬▬▬ [174, 284, 330, 322]
table-header-cell: 4.10. [447, 150, 496, 155]
table-cell: 20,45 [447, 159, 496, 164]
article-body: ▬▬ ▬▬▬▬ ▬▬ ▬▬▬ ▬▬▬▬ ▬▬ ▬▬▬▬ ▬▬▬ ▬▬ ▬▬▬▬ ▬▬ ▬▬▬ ▬▬▬▬ ▬▬ ▬▬▬ ▬▬ ▬▬▬ ▬▬▬▬ ▬▬ ▬▬▬ ▬▬▬▬ ▬▬ ▬▬▬▬ ▬▬▬ ▬▬ ▬▬▬▬▬ ▬▬ ▬▬▬ ▬▬ ▬▬▬▬ ▬▬ ▬▬▬ ▬▬▬▬ ▬▬ ▬▬▬▬ ▬▬ ▬▬▬ ▬▬▬ ▬▬▬▬ ▬▬ ▬▬▬ ▬▬▬▬ ▬▬ ▬▬▬▬ ▬▬▬ ▬▬ ▬▬▬ ▬▬▬▬ ▬▬ ▬▬▬ ▬▬▬▬ ▬▬ ▬▬▬▬ ▬▬▬ ▬▬ ▬▬▬▬▬ ▬▬ ▬▬▬ ▬▬▬▬ ▬▬ ▬▬▬ ▬▬▬▬ ▬▬ ▬▬▬ ▬▬ ▬▬▬▬ ▬▬ ▬▬▬ ▬▬▬▬ [8, 319, 164, 339]
table-cell: 248 [175, 278, 216, 283]
article-body: ▬▬ ▬▬▬▬ ▬▬ ▬▬▬ ▬▬▬▬ ▬▬ ▬▬▬▬ ▬▬▬ ▬▬ ▬▬▬▬ ▬▬ ▬▬▬ ▬▬▬▬ ▬▬ ▬▬▬ ▬▬ ▬▬▬ ▬▬▬▬ ▬▬ ▬▬▬ ▬▬▬▬ ▬▬ ▬▬▬▬ ▬▬▬ ▬▬ ▬▬▬▬▬ ▬▬ ▬▬▬ ▬▬ ▬▬▬▬ ▬▬ ▬▬▬ ▬▬▬▬ ▬▬ ▬▬▬▬ ▬▬ ▬▬▬ ▬▬▬ ▬▬▬▬ ▬▬ ▬▬▬ ▬▬▬▬ ▬▬ ▬▬▬▬ ▬▬▬ ▬▬ ▬▬▬ ▬▬▬▬ ▬▬ ▬▬▬ ▬▬▬▬ ▬▬ ▬▬▬▬ ▬▬▬ ▬▬ ▬▬▬▬▬ ▬▬ ▬▬▬ ▬▬▬▬ ▬▬ ▬▬▬ ▬▬▬▬ ▬▬ ▬▬▬ ▬▬ ▬▬▬▬ ▬▬ ▬▬▬ ▬▬▬▬ ▬▬ ▬▬▬▬ ▬▬▬ ▬▬ ▬▬▬▬▬ ▬▬ ▬▬▬ ▬▬▬▬ ▬▬ ▬▬▬ ▬▬▬▬ ▬▬ ▬▬▬▬ ▬▬▬ ▬▬ ▬▬▬▬▬ ▬▬ ▬▬▬ ▬▬ ▬▬▬▬ ▬▬ ▬▬▬ ▬▬▬▬ ▬▬ ▬▬▬ ▬▬▬ ▬▬▬▬ ▬▬ ▬▬▬ ▬▬▬▬ [8, 49, 164, 76]
table-cell: 214 [258, 278, 296, 283]
column-2 [169, 30, 329, 715]
table-header-cell: Gerste [258, 264, 296, 269]
top-text-2: ▬▬▬ ▬▬ ▬▬▬▬ ▬▬ ▬▬▬ ▬▬▬▬ ▬▬ ▬▬▬▬ ▬▬▬ ▬▬ ▬▬▬▬▬ ▬▬ ▬▬▬ ▬▬ ▬▬▬▬ ▬▬ ▬▬▬ ▬▬▬▬ ▬▬ ▬▬▬ ▬▬▬ ▬▬▬▬ ▬▬ ▬▬▬ ▬▬▬ [172, 7, 332, 14]
divider [174, 234, 329, 235]
section-heading-schlesien: Schlesien. [63, 32, 108, 40]
table-cell: 234 [216, 278, 258, 283]
table-caption-wasserstand: Wasserstandsnachrichten [387, 170, 449, 176]
table-cell: 1,76 [459, 186, 496, 191]
article-body: ▬▬▬ ▬▬ ▬▬▬▬ ▬▬ ▬▬▬ ▬▬▬▬ ▬▬ ▬▬▬▬ ▬▬▬ ▬▬ ▬▬▬▬▬ ▬▬ ▬▬▬ ▬▬ ▬▬▬▬ ▬▬ ▬▬▬ ▬▬▬▬ ▬▬ ▬▬▬ ▬▬▬ ▬▬▬▬ ▬▬ ▬▬▬ ▬▬▬ ▬▬ ▬▬▬▬ ▬▬ ▬▬▬ ▬▬▬▬ ▬▬ ▬▬▬▬ ▬▬▬ ▬▬ ▬▬▬▬ ▬▬ ▬▬▬ ▬▬▬▬ ▬▬ ▬▬▬ ▬▬ ▬▬▬ ▬▬▬▬ ▬▬ ▬▬▬ ▬▬▬▬ ▬▬ ▬▬▬▬ ▬▬▬ ▬▬ ▬▬▬▬▬ ▬▬ ▬▬▬ ▬▬ ▬▬▬▬ ▬▬ ▬▬▬ ▬▬▬▬ ▬▬ ▬▬▬▬ ▬▬ ▬▬▬ ▬▬▬ ▬▬▬▬ ▬▬ ▬▬▬ ▬▬▬▬ ▬▬ ▬▬▬▬ ▬▬▬ ▬▬ ▬▬▬ ▬▬▬▬ ▬▬ ▬▬▬ ▬▬▬▬ [174, 212, 330, 231]
section-heading-sport: Sport. [238, 95, 266, 104]
table-cell: Gulden [341, 163, 398, 168]
article-body: ▬▬ ▬▬▬▬ ▬▬ ▬▬▬ ▬▬▬▬ ▬▬ ▬▬▬▬ ▬▬▬ ▬▬ ▬▬▬▬ ▬▬ ▬▬▬ ▬▬▬▬ ▬▬ ▬▬▬ ▬▬ ▬▬▬ ▬▬▬▬ ▬▬ ▬▬▬ ▬▬▬▬ ▬▬ ▬▬▬▬ ▬▬▬ ▬▬ ▬▬▬▬▬ ▬▬ ▬▬▬ ▬▬ ▬▬▬▬ ▬▬ ▬▬▬ ▬▬▬▬ ▬▬ ▬▬▬▬ ▬▬ ▬▬▬ ▬▬▬ ▬▬▬▬ ▬▬ ▬▬▬ ▬▬▬▬ ▬▬ ▬▬▬▬ ▬▬▬ ▬▬ ▬▬▬ ▬▬▬▬ ▬▬ ▬▬▬ ▬▬▬▬ ▬▬ ▬▬▬▬ ▬▬▬ ▬▬ ▬▬▬▬▬ ▬▬ ▬▬▬ ▬▬▬▬ ▬▬ ▬▬▬ ▬▬▬▬ [340, 279, 496, 295]
article-body: ▬▬ ▬▬▬▬ ▬▬ ▬▬▬ ▬▬▬▬ ▬▬ ▬▬▬▬ ▬▬▬ ▬▬ ▬▬▬▬ ▬▬ ▬▬▬ ▬▬▬▬ ▬▬ ▬▬▬ ▬▬ ▬▬▬ ▬▬▬▬ ▬▬ ▬▬▬ ▬▬▬▬ ▬▬ ▬▬▬▬ ▬▬▬ ▬▬ ▬▬▬▬▬ ▬▬ ▬▬▬ ▬▬ ▬▬▬▬ ▬▬ ▬▬▬ ▬▬▬▬ ▬▬ ▬▬▬▬ ▬▬ ▬▬▬ ▬▬▬ ▬▬▬▬ ▬▬ ▬▬▬ ▬▬▬▬ ▬▬ ▬▬▬▬ ▬▬▬ ▬▬ ▬▬▬ ▬▬▬▬ ▬▬ ▬▬▬ ▬▬▬▬ ▬▬ ▬▬▬▬ ▬▬▬ ▬▬ ▬▬▬▬▬ ▬▬ ▬▬▬ ▬▬▬▬ ▬▬ ▬▬▬ ▬▬▬▬ ▬▬ ▬▬▬ ▬▬ ▬▬▬▬ ▬▬ ▬▬▬ ▬▬▬▬ ▬▬ ▬▬▬▬ ▬▬▬ ▬▬ ▬▬▬▬▬ ▬▬ ▬▬▬ ▬▬▬▬ ▬▬ ▬▬▬ ▬▬▬▬ ▬▬ ▬▬▬▬ ▬▬▬ ▬▬ ▬▬▬▬▬ ▬▬ ▬▬▬ ▬▬ ▬▬▬▬ ▬▬ ▬▬▬ ▬▬▬▬ [340, 30, 496, 52]
table-cell: Cosel [341, 186, 385, 191]
handelsteil-subtitle: Berliner Produktenbörse vom 3. Oktober. [210, 205, 294, 210]
table-cell: 1,90 [459, 195, 496, 200]
ad-text: Preiswert kaufen [343, 271, 372, 276]
table-header-cell: 4.10. [459, 177, 496, 182]
advertisements [341, 263, 496, 281]
column-3 [336, 30, 496, 715]
ad-title: Kaufhaus [343, 267, 368, 273]
table-cell: 1,28 [459, 182, 496, 187]
ad-text: Bequeme Zahlung [448, 271, 478, 276]
table-header-cell: Kurs [341, 150, 398, 155]
table-cell: Brieg [341, 195, 385, 200]
table-cell: 230 [216, 273, 258, 278]
article-body: ▬▬ ▬▬▬▬ ▬▬ ▬▬▬ ▬▬▬▬ ▬▬ ▬▬▬▬ ▬▬▬ ▬▬ ▬▬▬▬ ▬▬ ▬▬▬ ▬▬▬▬ ▬▬ ▬▬▬ ▬▬ ▬▬▬ ▬▬▬▬ ▬▬ ▬▬▬ ▬▬▬▬ ▬▬ ▬▬▬▬ ▬▬▬ ▬▬ ▬▬▬▬▬ ▬▬ ▬▬▬ ▬▬ ▬▬▬▬ ▬▬ ▬▬▬ ▬▬▬▬ ▬▬ ▬▬▬▬ ▬▬ ▬▬▬ ▬▬▬ ▬▬▬▬ ▬▬ ▬▬▬ ▬▬▬▬ ▬▬ ▬▬▬▬ ▬▬▬ ▬▬ ▬▬▬ ▬▬▬▬ ▬▬ ▬▬▬ ▬▬▬▬ ▬▬ ▬▬▬▬ ▬▬▬ ▬▬ ▬▬▬▬▬ ▬▬ ▬▬▬ ▬▬▬▬ ▬▬ ▬▬▬ ▬▬▬▬ [174, 167, 330, 183]
table-cell: 246 [175, 269, 216, 274]
table-cell: 2,05 [459, 191, 496, 196]
top-text-3: ▬▬ ▬▬▬▬ ▬▬ ▬▬▬ ▬▬▬ ▬▬▬▬ ▬▬ ▬▬▬▬▬ ▬▬ ▬▬▬ ▬▬▬▬ ▬▬ ▬▬▬ ▬▬▬▬ ▬▬ ▬▬▬▬ ▬▬▬ ▬▬ ▬▬▬ ▬▬▬▬ ▬▬ ▬▬▬ ▬▬▬▬ [337, 7, 497, 14]
article-body: ▬▬▬ ▬▬ ▬▬▬▬ ▬▬ ▬▬▬ ▬▬▬▬ ▬▬ ▬▬▬▬ ▬▬▬ ▬▬ ▬▬▬▬▬ ▬▬ ▬▬▬ ▬▬ ▬▬▬▬ ▬▬ ▬▬▬ ▬▬▬▬ ▬▬ ▬▬▬ ▬▬▬ ▬▬▬▬ ▬▬ ▬▬▬ ▬▬▬ ▬▬ ▬▬▬▬ ▬▬ ▬▬▬ ▬▬▬▬ ▬▬ ▬▬▬▬ ▬▬▬ ▬▬ ▬▬▬▬ ▬▬ ▬▬▬ ▬▬▬▬ ▬▬ ▬▬▬ ▬▬ ▬▬▬ ▬▬▬▬ ▬▬ ▬▬▬ ▬▬▬▬ ▬▬ ▬▬▬▬ ▬▬▬ ▬▬ ▬▬▬▬▬ ▬▬ ▬▬▬ ▬▬ ▬▬▬▬ ▬▬ ▬▬▬ ▬▬▬▬ ▬▬ ▬▬▬▬ ▬▬ ▬▬▬ ▬▬▬ ▬▬▬▬ ▬▬ ▬▬▬ ▬▬▬▬ ▬▬ ▬▬▬▬ ▬▬▬ ▬▬ ▬▬▬ ▬▬▬▬ ▬▬ ▬▬▬ ▬▬▬▬ ▬▬ ▬▬▬▬ ▬▬▬ ▬▬ ▬▬▬▬▬ ▬▬ ▬▬▬ ▬▬▬▬ ▬▬ ▬▬▬ ▬▬▬▬ [174, 65, 330, 88]
ad-text: Große Auswahl [396, 271, 421, 276]
